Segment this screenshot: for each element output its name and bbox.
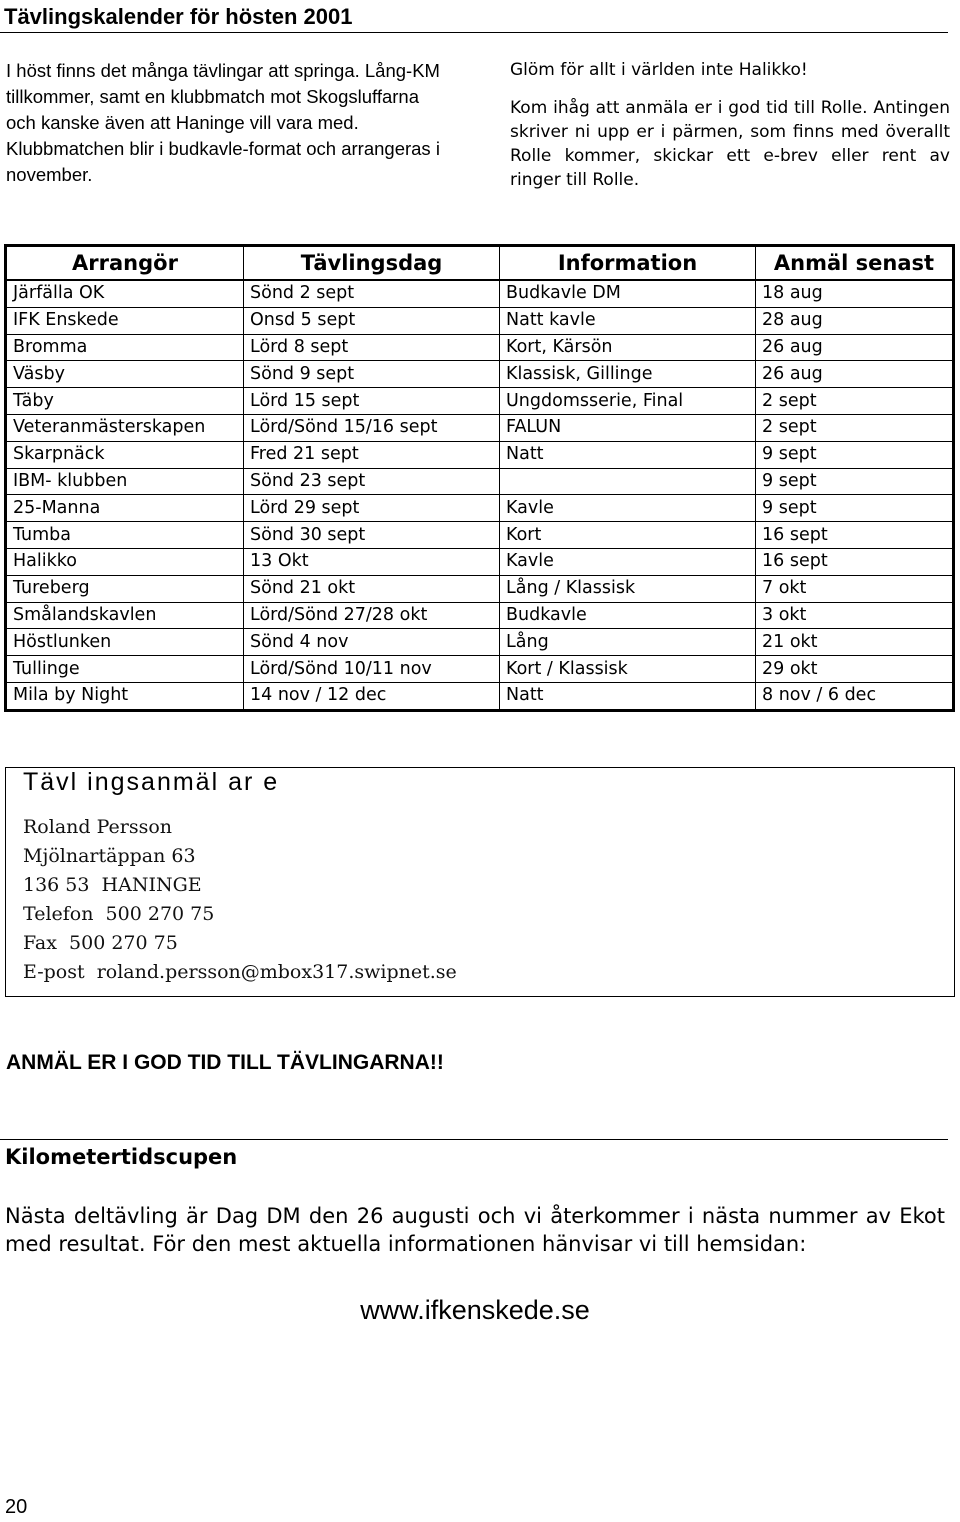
cell-information: Kort, Kärsön bbox=[500, 334, 756, 361]
header-arranger: Arrangör bbox=[6, 246, 244, 281]
reminder-register: Kom ihåg att anmäla er i god tid till Rolle. Antingen skriver ni upp er i pärmen, som finns med överallt Rolle kommer, skickar ett e-brev eller rent av ringer till Rolle. bbox=[510, 98, 950, 190]
cell-deadline: 18 aug bbox=[756, 280, 954, 307]
header-information: Information bbox=[500, 246, 756, 281]
table-row bbox=[6, 414, 954, 441]
cell-arranger: Smålandskavlen bbox=[6, 602, 244, 629]
reminder-block bbox=[510, 58, 950, 192]
cell-deadline: 2 sept bbox=[756, 414, 954, 441]
cell-deadline: 9 sept bbox=[756, 441, 954, 468]
table-row bbox=[6, 548, 954, 575]
cell-arranger: Höstlunken bbox=[6, 629, 244, 656]
table-row bbox=[6, 682, 954, 710]
cell-deadline: 9 sept bbox=[756, 468, 954, 495]
table-row bbox=[6, 361, 954, 388]
contact-box bbox=[5, 767, 955, 997]
table-row bbox=[6, 522, 954, 549]
cell-date: Sönd 21 okt bbox=[244, 575, 500, 602]
table-row bbox=[6, 468, 954, 495]
cell-arranger: Väsby bbox=[6, 361, 244, 388]
cell-deadline: 16 sept bbox=[756, 522, 954, 549]
reminder-halikko: Glöm för allt i världen inte Halikko! bbox=[510, 60, 808, 80]
table-row bbox=[6, 629, 954, 656]
cell-information: FALUN bbox=[500, 414, 756, 441]
cell-deadline: 28 aug bbox=[756, 307, 954, 334]
section-divider bbox=[0, 1139, 948, 1140]
cell-date: Sönd 2 sept bbox=[244, 280, 500, 307]
cell-date: Onsd 5 sept bbox=[244, 307, 500, 334]
cell-deadline: 7 okt bbox=[756, 575, 954, 602]
page-number: 20 bbox=[5, 1496, 28, 1518]
header-date: Tävlingsdag bbox=[244, 246, 500, 281]
competition-table bbox=[4, 244, 955, 712]
cell-arranger: 25-Manna bbox=[6, 495, 244, 522]
cell-deadline: 9 sept bbox=[756, 495, 954, 522]
cell-arranger: IFK Enskede bbox=[6, 307, 244, 334]
cell-deadline: 2 sept bbox=[756, 388, 954, 415]
table-row bbox=[6, 656, 954, 683]
cell-date: Lörd 29 sept bbox=[244, 495, 500, 522]
cell-deadline: 3 okt bbox=[756, 602, 954, 629]
contact-details bbox=[23, 813, 457, 987]
cell-information: Natt kavle bbox=[500, 307, 756, 334]
cell-date: Lörd/Sönd 27/28 okt bbox=[244, 602, 500, 629]
header-deadline: Anmäl senast bbox=[756, 246, 954, 281]
register-callout: ANMÄL ER I GOD TID TILL TÄVLINGARNA!! bbox=[6, 1051, 444, 1074]
section-title: Kilometertidscupen bbox=[5, 1145, 238, 1169]
contact-email: E-post roland.persson@mbox317.swipnet.se bbox=[23, 961, 457, 983]
contact-name: Roland Persson bbox=[23, 816, 173, 838]
table-row bbox=[6, 495, 954, 522]
table-row bbox=[6, 388, 954, 415]
cell-deadline: 8 nov / 6 dec bbox=[756, 682, 954, 710]
cell-arranger: Järfälla OK bbox=[6, 280, 244, 307]
cell-deadline: 21 okt bbox=[756, 629, 954, 656]
cell-date: Sönd 9 sept bbox=[244, 361, 500, 388]
cell-information bbox=[500, 468, 756, 495]
cell-date: Sönd 30 sept bbox=[244, 522, 500, 549]
cell-arranger: Skarpnäck bbox=[6, 441, 244, 468]
cell-deadline: 16 sept bbox=[756, 548, 954, 575]
intro-paragraph: I höst finns det många tävlingar att springa. Lång-KM tillkommer, samt en klubbmatch mot Skogsluffarna och kanske även att Haninge vill vara med. Klubbmatchen blir i budkavle-format och arrangeras i november. bbox=[6, 60, 440, 185]
table-row bbox=[6, 280, 954, 307]
contact-street: Mjölnartäppan 63 bbox=[23, 845, 196, 867]
table-row bbox=[6, 334, 954, 361]
table-header-row bbox=[6, 246, 954, 281]
cell-information: Ungdomsserie, Final bbox=[500, 388, 756, 415]
contact-fax: Fax 500 270 75 bbox=[23, 932, 178, 954]
cell-information: Budkavle bbox=[500, 602, 756, 629]
website-link[interactable]: www.ifkenskede.se bbox=[360, 1295, 590, 1325]
cell-date: Lörd/Sönd 15/16 sept bbox=[244, 414, 500, 441]
cell-date: 13 Okt bbox=[244, 548, 500, 575]
table-row bbox=[6, 575, 954, 602]
cell-information: Lång bbox=[500, 629, 756, 656]
section-text: Nästa deltävling är Dag DM den 26 augusti och vi återkommer i nästa nummer av Ekot med resultat. För den mest aktuella informationen hänvisar vi till hemsidan: bbox=[5, 1204, 945, 1256]
cell-arranger: Tureberg bbox=[6, 575, 244, 602]
cell-arranger: Bromma bbox=[6, 334, 244, 361]
cell-arranger: IBM- klubben bbox=[6, 468, 244, 495]
cell-deadline: 26 aug bbox=[756, 361, 954, 388]
cell-arranger: Tullinge bbox=[6, 656, 244, 683]
table-row bbox=[6, 441, 954, 468]
cell-information: Kavle bbox=[500, 495, 756, 522]
cell-information: Klassisk, Gillinge bbox=[500, 361, 756, 388]
cell-date: Lörd/Sönd 10/11 nov bbox=[244, 656, 500, 683]
cell-information: Lång / Klassisk bbox=[500, 575, 756, 602]
page-title: Tävlingskalender för hösten 2001 bbox=[4, 4, 353, 29]
cell-date: Sönd 23 sept bbox=[244, 468, 500, 495]
contact-phone: Telefon 500 270 75 bbox=[23, 903, 215, 925]
cell-deadline: 26 aug bbox=[756, 334, 954, 361]
cell-information: Budkavle DM bbox=[500, 280, 756, 307]
cell-information: Kort / Klassisk bbox=[500, 656, 756, 683]
cell-information: Kavle bbox=[500, 548, 756, 575]
table-row bbox=[6, 307, 954, 334]
cell-arranger: Mila by Night bbox=[6, 682, 244, 710]
cell-information: Kort bbox=[500, 522, 756, 549]
cell-information: Natt bbox=[500, 441, 756, 468]
cell-arranger: Halikko bbox=[6, 548, 244, 575]
cell-deadline: 29 okt bbox=[756, 656, 954, 683]
cell-information: Natt bbox=[500, 682, 756, 710]
title-divider bbox=[0, 32, 948, 33]
contact-city: 136 53 HANINGE bbox=[23, 874, 202, 896]
table-row bbox=[6, 602, 954, 629]
cell-date: Fred 21 sept bbox=[244, 441, 500, 468]
cell-date: Lörd 8 sept bbox=[244, 334, 500, 361]
cell-date: 14 nov / 12 dec bbox=[244, 682, 500, 710]
contact-heading: Tävl ingsanmäl ar e bbox=[23, 768, 280, 796]
cell-date: Lörd 15 sept bbox=[244, 388, 500, 415]
cell-arranger: Tumba bbox=[6, 522, 244, 549]
cell-arranger: Veteranmästerskapen bbox=[6, 414, 244, 441]
cell-arranger: Täby bbox=[6, 388, 244, 415]
cell-date: Sönd 4 nov bbox=[244, 629, 500, 656]
